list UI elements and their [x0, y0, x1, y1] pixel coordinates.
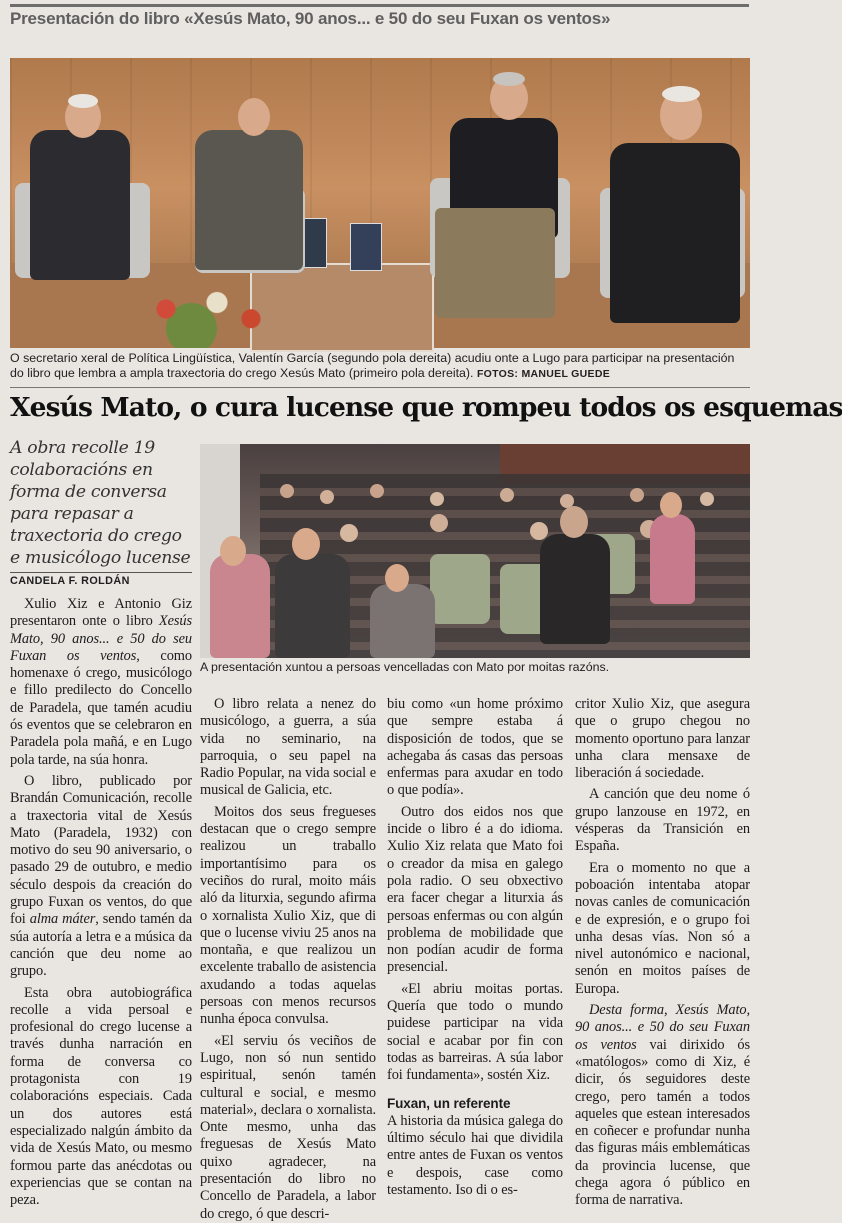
paragraph: Esta obra autobiográfica recolle a vida persoal e profesional do crego lucense a través dunha narración en forma de conversa co protagonista con 19 colaboracións especiais. Cada un dos autores está especializado nalgún ámbito da vida de Xesús Mato, ou mesmo formou parte das anécdotas ou experiencias que se contan na peza. — [10, 984, 192, 1209]
article-column-3 — [387, 696, 563, 1199]
section-kicker — [10, 4, 749, 33]
paragraph: A canción que deu nome ó grupo lanzouse en 1972, en vésperas da Transición en España. — [575, 786, 750, 855]
standfirst: A obra recolle 19 colaboracións en forma de conversa para repasar a traxectoria do crego e musicólogo lucense — [10, 438, 191, 568]
stage-photo-caption — [10, 351, 750, 382]
headline: Xesús Mato, o cura lucense que rompeu todos os esquemas — [10, 392, 842, 423]
byline: CANDELA F. ROLDÁN — [10, 572, 192, 587]
caption-text: O secretario xeral de Política Lingüística, Valentín García (segundo pola dereita) acudiu onte a Lugo para participar na presentación do libro que lembra a ampla traxectoria do crego Xesús Mato (primeiro pola dereita). — [10, 351, 735, 380]
paragraph: biu como «un home próximo que sempre estaba á disposición de todos, que se achegaba ás casas das persoas enfermas para axudar en todo o que podía». — [387, 696, 563, 799]
photo-credit: FOTOS: MANUEL GUEDE — [476, 368, 611, 380]
headline-rule — [10, 387, 750, 388]
subheading: Fuxan, un referente — [387, 1095, 511, 1111]
stage-photo — [10, 58, 750, 348]
paragraph: Era o momento no que a poboación intentaba atopar novas canles de comunicación e de expresión, e o grupo foi unha desas vías. Non só a nivel autonómico e nacional, senón en moitos países de Europa. — [575, 859, 750, 997]
paragraph: «El serviu ós veciños de Lugo, non só nun sentido espiritual, senón tamén cultural e social, e mesmo material», declara o xornalista. Onte mesmo, unha das freguesas de Xesús Mato quixo agradecer, na presentación do libro no Concello de Paradela, a labor do crego, ó que descri- — [200, 1032, 376, 1222]
paragraph: O libro, publicado por Brandán Comunicación, recolle a traxectoria vital de Xesús Mato (Paradela, 1932) con motivo do seu 90 aniversario, o pasado 29 de outubro, e medio século despois da creación do grupo Fuxan os ventos, do que foi alma máter, sendo tamén da súa autoría a letra e a música da canción que deu nome ao grupo. — [10, 772, 193, 980]
article-column-4 — [575, 696, 750, 1210]
audience-photo-caption: A presentación xuntou a persoas vencelladas con Mato por moitas razóns. — [200, 660, 610, 674]
article-column-2 — [200, 696, 376, 1223]
paragraph: critor Xulio Xiz, que asegura que o grupo chegou no momento oportuno para lanzar unha clara mensaxe de liberación á sociedade. — [575, 696, 750, 782]
paragraph: Desta forma, Xesús Mato, 90 anos... e 50 do seu Fuxan os ventos vai dirixido ós «matólogos» como di Xiz, é dicir, ós seguidores deste crego, pero tamén a todos aqueles que estean interesados en coñecer e profundar nunha das figuras máis emblemáticas da provincia lucense, que chega agora ó público en forma de narrativa. — [575, 1002, 750, 1209]
paragraph: A historia da música galega do último século hai que dividila entre antes de Fuxan os ventos e despois, case como testamento. Iso di o es- — [387, 1112, 563, 1199]
paragraph: Moitos dos seus fregueses destacan que o crego sempre realizou un traballo importantísimo para os veciños do rural, moito máis aló da liturxia, segundo afirma o xornalista Xulio Xiz, que di que o lucense viviu 25 anos na montaña, e que realizou un excelente traballo de asistencia axudando a todas aquelas persoas con menos recursos nunha época convulsa. — [200, 803, 376, 1028]
kicker-text: Presentación do libro «Xesús Mato, 90 anos... e 50 do seu Fuxan os ventos» — [10, 9, 611, 28]
paragraph: O libro relata a nenez do musicólogo, a guerra, a súa vida no seminario, na parroquia, o seu papel na Radio Popular, na vida social e musical de Galicia, etc. — [200, 696, 376, 799]
paragraph: «El abriu moitas portas. Quería que todo o mundo puidese participar na vida social e acabar por fin con todas as barreiras. A súa labor foi fundamenta», sostén Xiz. — [387, 980, 563, 1084]
article-column-1 — [10, 596, 192, 1209]
paragraph: Outro dos eidos nos que incide o libro é a do idioma. Xulio Xiz relata que Mato foi o creador da misa en galego pola radio. O seu obxectivo era facer chegar a liturxia ás persoas enfermas ou con algún problema de mobilidade que non podían acudir de forma presencial. — [387, 803, 563, 976]
audience-photo — [200, 444, 750, 658]
paragraph: Xulio Xiz e Antonio Giz presentaron onte o libro Xesús Mato, 90 anos... e 50 do seu Fuxan os ventos, como homenaxe ó crego, musicólogo e fillo predilecto do Concello de Paradela, que tamén acudiu ós eventos que se celebraron en Paradela pola mañá, e en Lugo pola tarde, na súa honra. — [10, 596, 192, 768]
